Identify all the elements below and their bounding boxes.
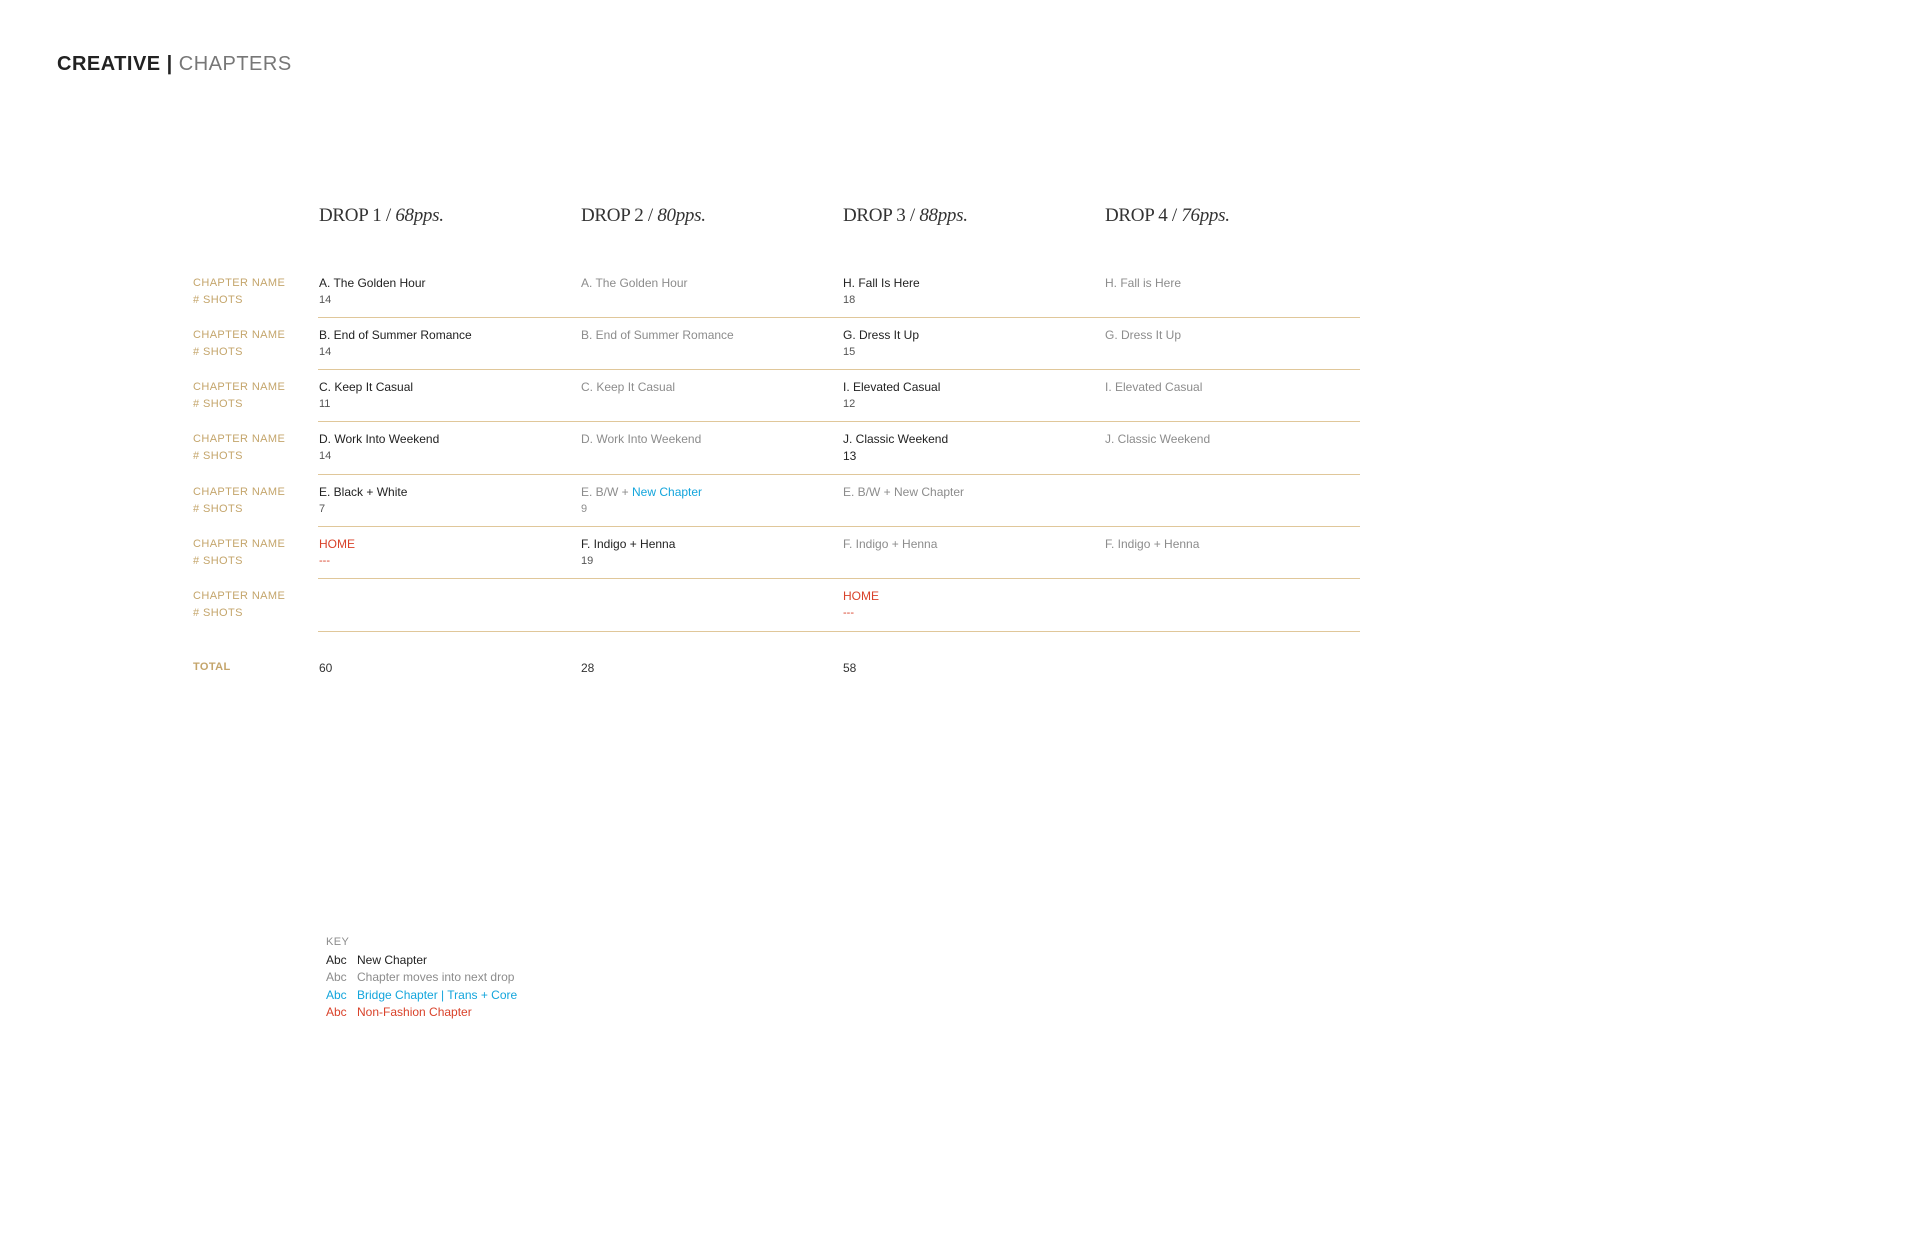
chapter-name: C. Keep It Casual <box>581 380 676 394</box>
chapter-cell <box>319 275 426 309</box>
key-label: Bridge Chapter | Trans + Core <box>357 987 518 1002</box>
chapter-name: I. Elevated Casual <box>843 380 941 394</box>
key-label: Chapter moves into next drop <box>357 970 515 984</box>
row-label-chapter: CHAPTER NAME <box>193 277 286 289</box>
drop-4-header <box>1105 205 1230 227</box>
chapter-name: F. Indigo + Henna <box>843 537 938 551</box>
drop-1-header <box>319 205 444 227</box>
chapter-cell <box>1105 431 1210 448</box>
drop-1-label: DROP 1 / <box>319 205 396 226</box>
chapter-name-prefix: E. B/W + <box>581 485 633 499</box>
shot-count: 13 <box>843 449 857 463</box>
row-label <box>193 536 285 570</box>
shot-count: 9 <box>581 503 588 515</box>
page-title-light: CHAPTERS <box>178 53 292 75</box>
page-title <box>57 53 292 76</box>
drop-2-pages: 80pps. <box>657 205 706 226</box>
drop-3-pages: 88pps. <box>919 205 968 226</box>
key-legend <box>326 934 517 1022</box>
row-label-shots: # SHOTS <box>193 503 243 515</box>
chapter-name: B. End of Summer Romance <box>581 328 734 342</box>
total-drop-3: 58 <box>843 661 857 675</box>
chapter-name: J. Classic Weekend <box>843 432 949 446</box>
key-item-new-chapter <box>326 952 517 970</box>
key-label: New Chapter <box>357 952 428 967</box>
chapter-name: H. Fall Is Here <box>843 276 920 290</box>
drop-4-pages: 76pps. <box>1181 205 1230 226</box>
row-divider <box>318 578 1360 579</box>
row-label-chapter: CHAPTER NAME <box>193 538 286 550</box>
chapter-name: E. Black + White <box>319 485 408 499</box>
chapter-cell <box>581 379 675 396</box>
chapter-cell <box>1105 379 1202 396</box>
chapter-name: A. The Golden Hour <box>581 276 688 290</box>
chapter-cell <box>581 484 702 518</box>
row-label-shots: # SHOTS <box>193 450 243 462</box>
chapter-name: HOME <box>319 537 355 551</box>
shot-count: 19 <box>581 555 594 567</box>
key-item-non-fashion-chapter <box>326 1004 517 1022</box>
shot-count: 14 <box>319 346 332 358</box>
row-label <box>193 588 285 622</box>
chapter-cell <box>1105 327 1181 344</box>
shot-count: 11 <box>319 398 331 410</box>
drop-3-header <box>843 205 968 227</box>
chapter-cell <box>319 484 407 518</box>
chapter-cell <box>581 536 675 570</box>
chapter-name: E. B/W + New Chapter <box>843 485 965 499</box>
chapter-cell <box>1105 275 1181 292</box>
row-label-chapter: CHAPTER NAME <box>193 433 286 445</box>
chapter-cell <box>843 431 948 465</box>
chapter-name: H. Fall is Here <box>1105 276 1182 290</box>
key-title: KEY <box>326 936 350 948</box>
chapter-name: B. End of Summer Romance <box>319 328 472 342</box>
key-label: Non-Fashion Chapter <box>357 1005 472 1019</box>
row-label-shots: # SHOTS <box>193 607 243 619</box>
chapter-name: A. The Golden Hour <box>319 276 426 290</box>
bridge-chapter-name: New Chapter <box>632 485 703 499</box>
shot-count: 14 <box>319 294 332 306</box>
row-label <box>193 379 285 413</box>
row-label <box>193 275 285 309</box>
row-label-chapter: CHAPTER NAME <box>193 486 286 498</box>
row-divider <box>318 369 1360 370</box>
chapter-name: D. Work Into Weekend <box>319 432 440 446</box>
chapter-name: F. Indigo + Henna <box>1105 537 1200 551</box>
drop-2-label: DROP 2 / <box>581 205 658 226</box>
row-label-chapter: CHAPTER NAME <box>193 329 286 341</box>
chapter-cell <box>581 275 688 292</box>
row-label-chapter: CHAPTER NAME <box>193 590 286 602</box>
chapter-cell <box>581 431 701 448</box>
row-divider <box>318 474 1360 475</box>
total-drop-1: 60 <box>319 661 333 675</box>
row-label <box>193 484 285 518</box>
shot-count: 7 <box>319 503 326 515</box>
key-sample: Abc <box>326 1005 347 1019</box>
key-sample: Abc <box>326 952 347 967</box>
row-divider <box>318 631 1360 632</box>
page-title-separator: | <box>166 53 173 75</box>
chapter-cell <box>319 431 439 465</box>
chapter-cell <box>843 327 919 361</box>
row-label-shots: # SHOTS <box>193 398 243 410</box>
row-label-chapter: CHAPTER NAME <box>193 381 286 393</box>
total-label: TOTAL <box>193 661 231 673</box>
chapter-name <box>581 484 702 501</box>
chapter-cell <box>1105 536 1199 553</box>
row-label <box>193 327 285 361</box>
chapter-name: G. Dress It Up <box>1105 328 1182 342</box>
chapter-name: F. Indigo + Henna <box>581 537 676 551</box>
drop-1-pages: 68pps. <box>395 205 444 226</box>
shot-count: 15 <box>843 346 856 358</box>
chapter-name: G. Dress It Up <box>843 328 920 342</box>
shot-count: 18 <box>843 294 856 306</box>
shot-count: --- <box>319 555 330 567</box>
drop-3-label: DROP 3 / <box>843 205 920 226</box>
chapter-name: J. Classic Weekend <box>1105 432 1211 446</box>
chapter-cell <box>581 327 734 344</box>
shot-count: 14 <box>319 450 332 462</box>
drop-2-header <box>581 205 706 227</box>
row-label-shots: # SHOTS <box>193 555 243 567</box>
chapter-name: HOME <box>843 589 879 603</box>
chapter-cell <box>843 275 920 309</box>
chapter-cell <box>319 379 413 413</box>
chapter-cell <box>843 484 964 501</box>
chapter-cell <box>843 536 937 553</box>
row-label-shots: # SHOTS <box>193 346 243 358</box>
shot-count: --- <box>843 607 854 619</box>
row-label <box>193 431 285 465</box>
drop-4-label: DROP 4 / <box>1105 205 1182 226</box>
key-sample: Abc <box>326 970 347 984</box>
shot-count: 12 <box>843 398 856 410</box>
chapter-cell <box>843 588 879 622</box>
key-sample: Abc <box>326 987 347 1002</box>
chapter-name: I. Elevated Casual <box>1105 380 1203 394</box>
key-item-moved-chapter <box>326 969 517 987</box>
row-divider <box>318 526 1360 527</box>
row-label-shots: # SHOTS <box>193 294 243 306</box>
total-drop-2: 28 <box>581 661 595 675</box>
row-divider <box>318 317 1360 318</box>
page-title-strong: CREATIVE <box>57 53 161 75</box>
chapter-cell <box>843 379 940 413</box>
chapter-cell <box>319 536 355 570</box>
chapter-name: C. Keep It Casual <box>319 380 414 394</box>
chapter-cell <box>319 327 472 361</box>
row-divider <box>318 421 1360 422</box>
key-item-bridge-chapter <box>326 987 517 1005</box>
chapter-name: D. Work Into Weekend <box>581 432 702 446</box>
